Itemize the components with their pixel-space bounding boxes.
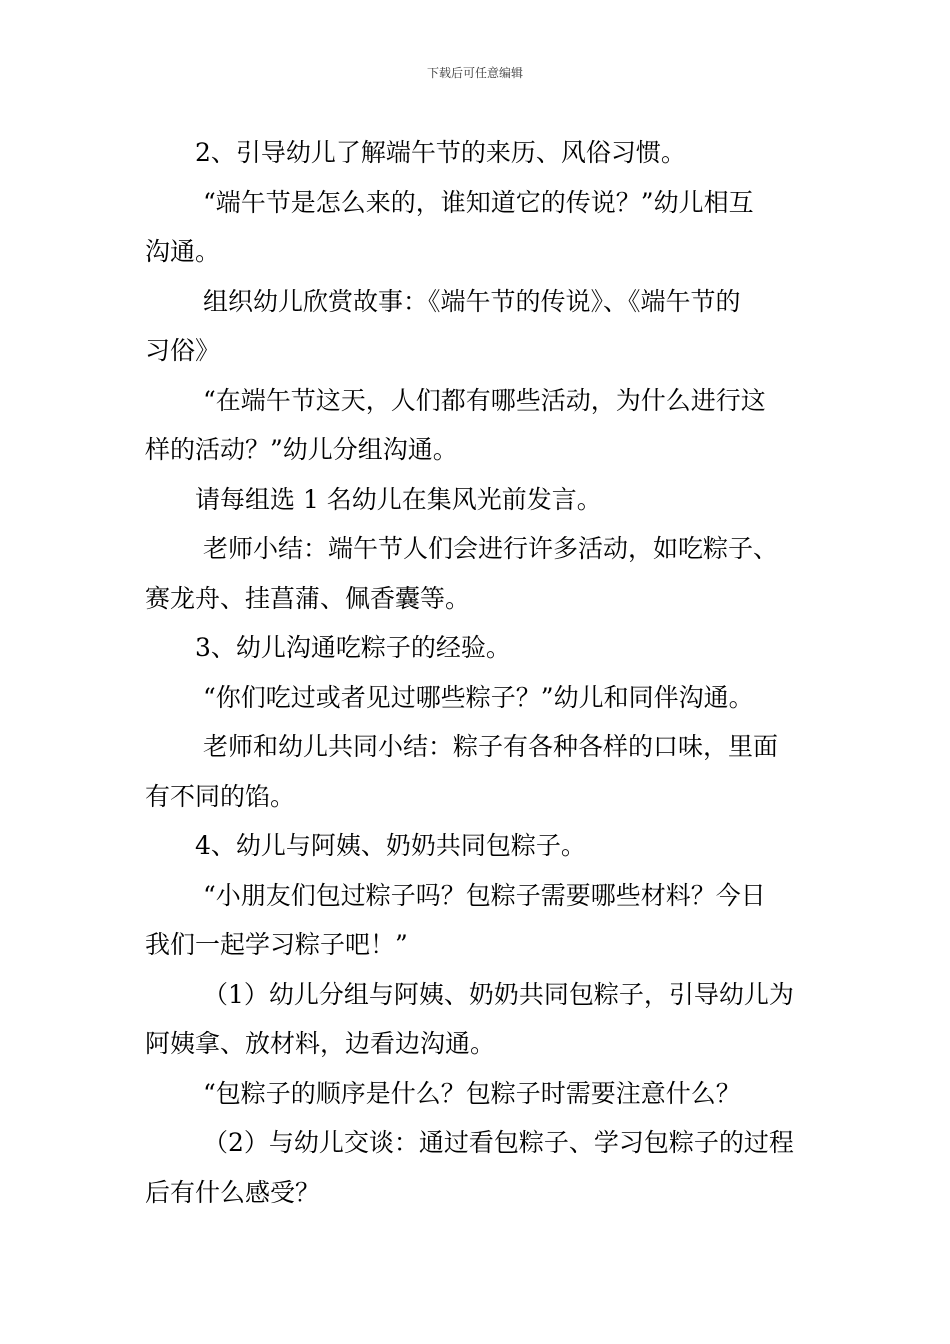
text-line: 有不同的馅。 xyxy=(145,781,296,811)
text-line: “小朋友们包过粽子吗？包粽子需要哪些材料？今日 xyxy=(203,880,766,910)
text-line: 组织幼儿欣赏故事：《端午节的传说》、《端午节的 xyxy=(203,286,741,316)
text-line: “包粽子的顺序是什么？包粽子时需要注意什么？ xyxy=(203,1078,741,1108)
text-line: 后有什么感受？ xyxy=(145,1177,321,1207)
text-line: “端午节是怎么来的，谁知道它的传说？”幼儿相互 xyxy=(203,187,754,217)
text-line: 2、引导幼儿了解端午节的来历、风俗习惯。 xyxy=(195,138,686,167)
text-line: 我们一起学习粽子吧！” xyxy=(145,930,408,959)
text-line: （2）与幼儿交谈：通过看包粽子、学习包粽子的过程 xyxy=(203,1128,794,1157)
text-line: 老师和幼儿共同小结：粽子有各种各样的口味，里面 xyxy=(203,732,779,761)
text-line: （1）幼儿分组与阿姨、奶奶共同包粽子，引导幼儿为 xyxy=(203,979,794,1009)
document-body xyxy=(145,128,810,1217)
text-line: 阿姨拿、放材料，边看边沟通。 xyxy=(145,1029,496,1058)
text-line: 3、幼儿沟通吃粽子的经验。 xyxy=(195,633,511,662)
text-line: 老师小结：端午节人们会进行许多活动，如吃粽子、 xyxy=(203,534,779,563)
text-line: 样的活动？”幼儿分组沟通。 xyxy=(145,435,458,464)
text-line: “你们吃过或者见过哪些粽子？”幼儿和同伴沟通。 xyxy=(203,682,754,712)
page-header: 下载后可任意编辑 xyxy=(426,66,523,80)
text-line: 4、幼儿与阿姨、奶奶共同包粽子。 xyxy=(195,831,586,860)
text-line: 沟通。 xyxy=(145,237,221,266)
text-line: 习俗》 xyxy=(145,336,221,365)
text-line: “在端午节这天，人们都有哪些活动，为什么进行这 xyxy=(203,385,766,415)
text-line: 赛龙舟、挂菖蒲、佩香囊等。 xyxy=(145,583,471,613)
text-line: 请每组选 1 名幼儿在集风光前发言。 xyxy=(195,484,602,514)
